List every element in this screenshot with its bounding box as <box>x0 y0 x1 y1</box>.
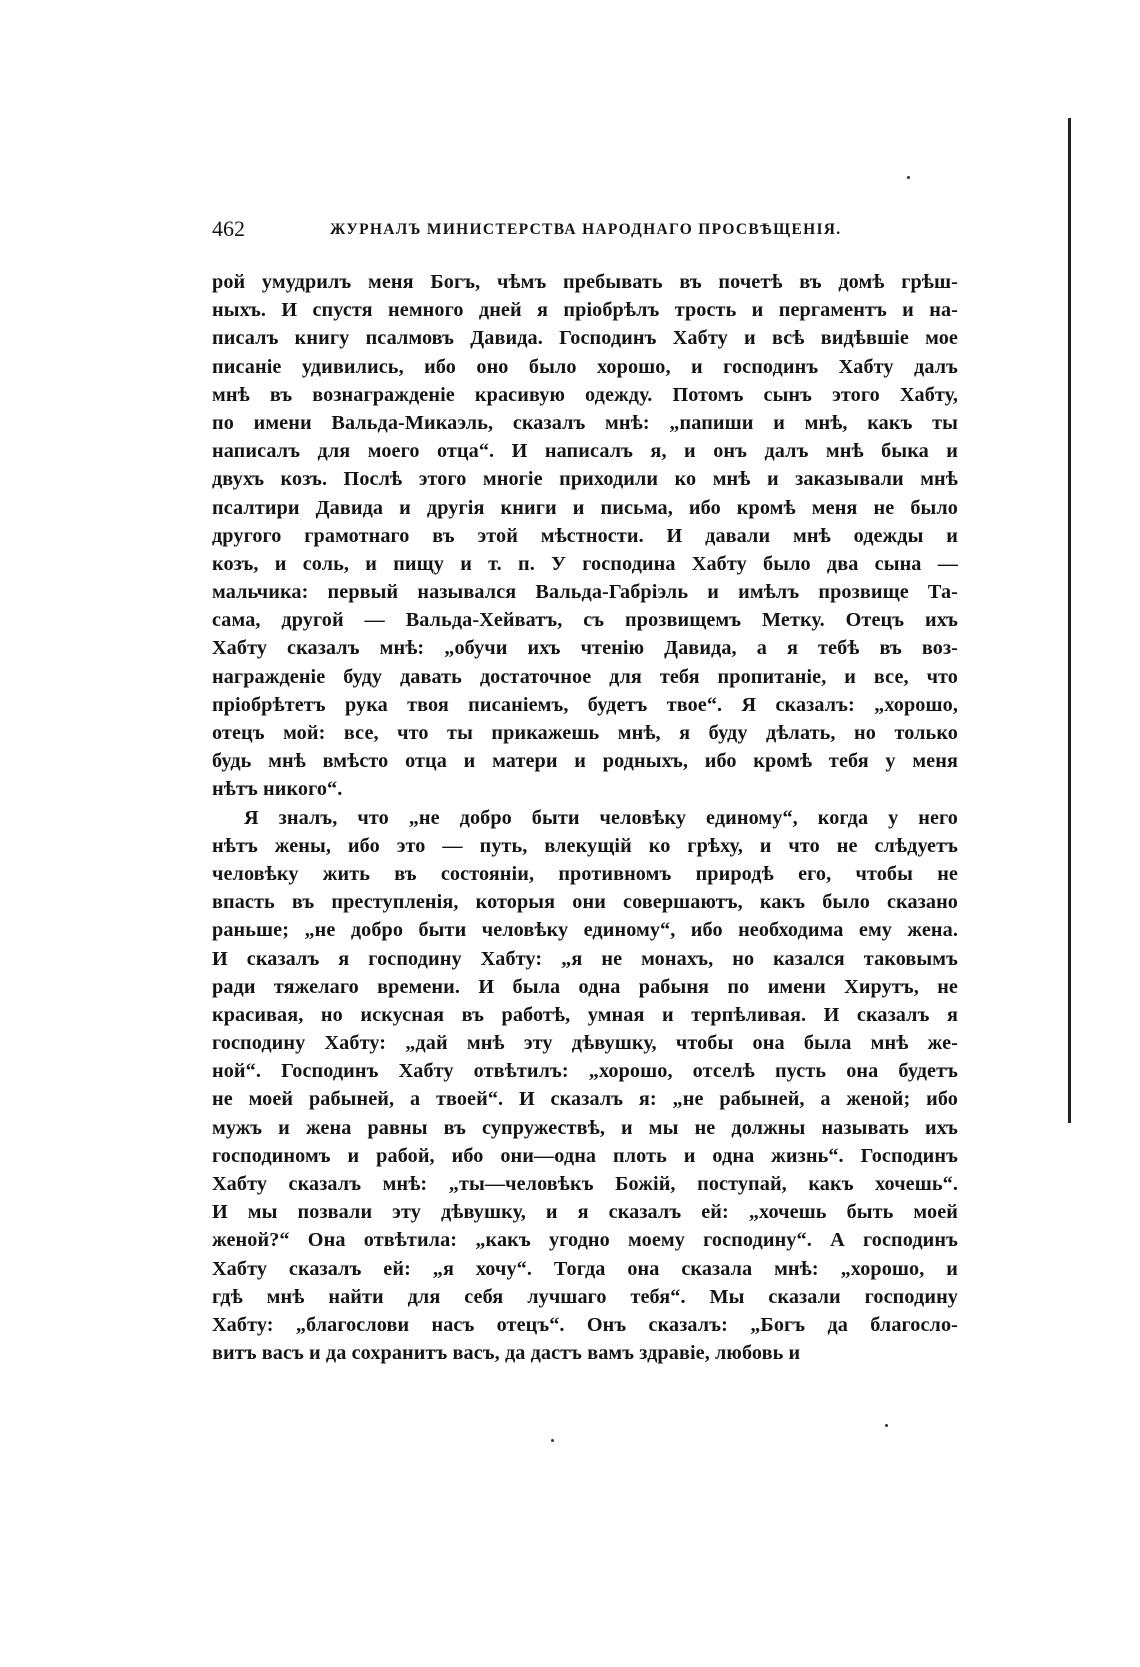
text-line: псалтири Давида и другія книги и письма, ибо кромѣ меня не было <box>212 496 958 519</box>
text-line: писалъ книгу псалмовъ Давида. Господинъ Хабту и всѣ видѣвшіе мое <box>212 327 958 350</box>
page-number: 462 <box>212 216 245 241</box>
text-line: написалъ для моего отца“. И написалъ я, и онъ далъ мнѣ быка и <box>212 440 958 463</box>
running-head <box>212 214 958 248</box>
text-line: мальчика: первый назывался Вальда-Габріэль и имѣлъ прозвище Та- <box>212 581 958 604</box>
text-line: двухъ козъ. Послѣ этого многіе приходили ко мнѣ и заказывали мнѣ <box>212 468 958 491</box>
text-line: ныхъ. И спустя немного дней я пріобрѣлъ трость и пергаментъ и на- <box>212 299 958 322</box>
text-line: И сказалъ я господину Хабту: „я не монахъ, но казался таковымъ <box>212 947 958 970</box>
text-line: нѣтъ никого“. <box>212 778 343 801</box>
text-line: мнѣ въ вознагражденіе красивую одежду. Потомъ сынъ этого Хабту, <box>212 383 958 406</box>
text-line: по имени Вальда-Микаэль, сказалъ мнѣ: „папиши и мнѣ, какъ ты <box>212 411 958 434</box>
margin-speck <box>885 1424 888 1427</box>
text-line: Хабту сказалъ ей: „я хочу“. Тогда она сказала мнѣ: „хорошо, и <box>212 1257 958 1280</box>
text-line: господиномъ и рабой, ибо они—одна плоть и одна жизнь“. Господинъ <box>212 1144 958 1167</box>
text-line: гдѣ мнѣ найти для себя лучшаго тебя“. Мы сказали господину <box>212 1285 958 1308</box>
text-line: нѣтъ жены, ибо это — путь, влекущій ко грѣху, и что не слѣдуетъ <box>212 834 958 857</box>
text-line: впасть въ преступленія, которыя они совершаютъ, какъ было сказано <box>212 891 958 914</box>
text-line: мужъ и жена равны въ супружествѣ, и мы не должны называть ихъ <box>212 1116 958 1139</box>
text-line: красивая, но искусная въ работѣ, умная и терпѣливая. И сказалъ я <box>212 1003 958 1026</box>
text-line: будь мнѣ вмѣсто отца и матери и родныхъ, ибо кромѣ тебя у меня <box>212 750 958 773</box>
paragraph <box>212 268 958 804</box>
text-line: козъ, и соль, и пищу и т. п. У господина Хабту было два сына — <box>212 552 958 575</box>
text-line: отецъ мой: все, что ты прикажешь мнѣ, я буду дѣлать, но только <box>212 722 958 744</box>
text-line: сама, другой — Вальда-Хейватъ, съ прозвищемъ Метку. Отецъ ихъ <box>212 609 958 632</box>
text-line: другого грамотнаго въ этой мѣстности. И давали мнѣ одежды и <box>212 524 958 547</box>
text-line: женой?“ Она отвѣтила: „какъ угодно моему господину“. А господинъ <box>212 1229 958 1252</box>
text-line: ради тяжелаго времени. И была одна рабыня по имени Хирутъ, не <box>212 975 958 998</box>
paragraph <box>212 804 958 1368</box>
journal-title: ЖУРНАЛЪ МИНИСТЕРСТВА НАРОДНАГО ПРОСВѢЩЕНІЯ. <box>330 221 842 238</box>
text-line: не моей рабыней, а твоей“. И сказалъ я: „не рабыней, а женой; ибо <box>212 1088 958 1111</box>
text-line: Хабту: „благослови насъ отецъ“. Онъ сказалъ: „Богъ да благосло- <box>212 1313 958 1336</box>
text-line: писаніе удивились, ибо оно было хорошо, и господинъ Хабту далъ <box>212 355 958 378</box>
margin-speck <box>551 1439 554 1442</box>
text-line: человѣку жить въ состояніи, противномъ природѣ его, чтобы не <box>212 862 958 885</box>
text-line: господину Хабту: „дай мнѣ эту дѣвушку, чтобы она была мнѣ же- <box>212 1032 958 1055</box>
text-line: рой умудрилъ меня Богъ, чѣмъ пребывать въ почетѣ въ домѣ грѣш- <box>212 271 958 293</box>
text-line: Я зналъ, что „не добро быти человѣку единому“, когда у него <box>244 806 958 829</box>
text-line: Хабту сказалъ мнѣ: „обучи ихъ чтенію Давида, а я тебѣ въ воз- <box>212 637 958 660</box>
binding-edge-line <box>1068 118 1071 1123</box>
body-text <box>212 268 958 1367</box>
text-line: И мы позвали эту дѣвушку, и я сказалъ ей: „хочешь быть моей <box>212 1201 958 1224</box>
text-line: витъ васъ и да сохранитъ васъ, да дастъ вамъ здравіе, любовь и <box>212 1342 801 1365</box>
text-line: Хабту сказалъ мнѣ: „ты—человѣкъ Божій, поступай, какъ хочешь“. <box>212 1173 958 1195</box>
text-line: награжденіе буду давать достаточное для тебя пропитаніе, и все, что <box>212 665 958 688</box>
margin-speck <box>907 176 910 179</box>
text-line: ной“. Господинъ Хабту отвѣтилъ: „хорошо, отселѣ пусть она будетъ <box>212 1060 958 1083</box>
text-line: пріобрѣтетъ рука твоя писаніемъ, будетъ твое“. Я сказалъ: „хорошо, <box>212 693 958 716</box>
text-line: раньше; „не добро быти человѣку единому“, ибо необходима ему жена. <box>212 919 958 942</box>
